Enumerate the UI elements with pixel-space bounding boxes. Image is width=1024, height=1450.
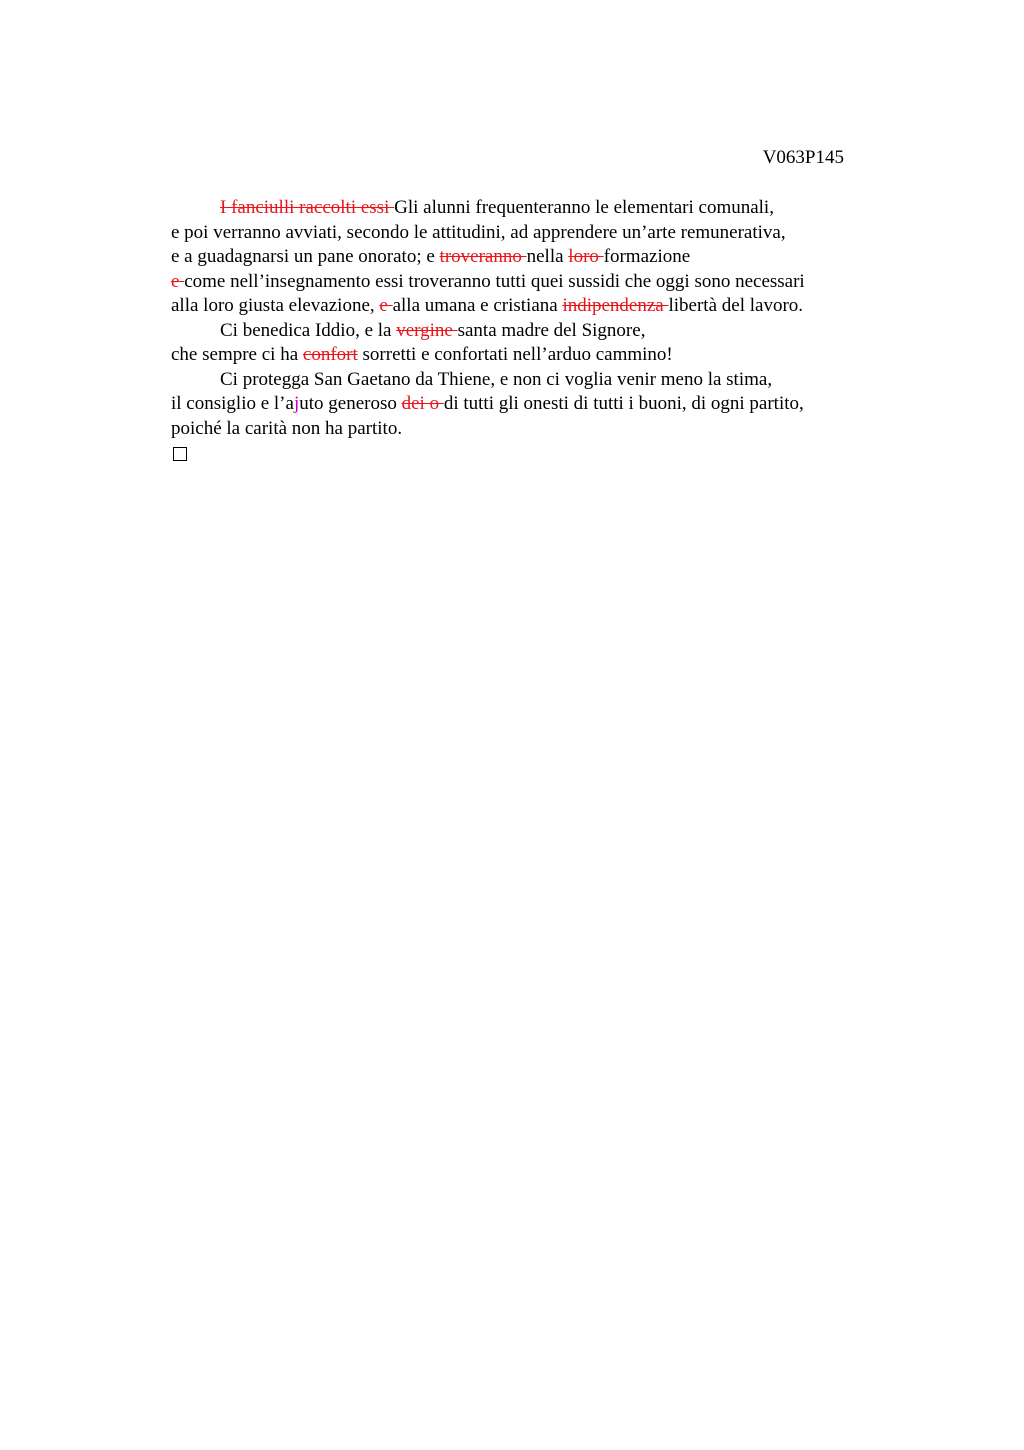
- text-line: [171, 270, 871, 295]
- text-line: [171, 392, 871, 417]
- text-segment: alla umana e cristiana: [392, 295, 563, 316]
- text-segment: santa madre del Signore,: [457, 319, 646, 341]
- text-segment: Ci protegga San Gaetano da Thiene, e non ci voglia venir meno la stima,: [220, 368, 773, 390]
- text-line: [171, 221, 871, 246]
- text-segment: nella: [526, 246, 569, 267]
- text-segment: di tutti gli onesti di tutti i buoni, di ogni partito,: [443, 393, 804, 414]
- inserted-text: j: [293, 393, 300, 414]
- text-segment: formazione: [603, 246, 691, 267]
- document-body: [171, 196, 871, 467]
- text-segment: sorretti e confortati nell’arduo cammino!: [357, 344, 673, 365]
- text-segment: che sempre ci ha: [171, 344, 303, 365]
- text-line: [171, 368, 871, 393]
- deleted-text: I fanciulli raccolti essi: [220, 197, 395, 218]
- square-box-icon: [173, 447, 187, 461]
- text-segment: e a guadagnarsi un pane onorato; e: [171, 246, 440, 267]
- end-marker-line: [171, 441, 871, 467]
- deleted-text: vergine: [396, 319, 458, 341]
- text-line: [171, 343, 871, 368]
- text-segment: uto generoso: [299, 393, 402, 414]
- text-segment: libertà del lavoro.: [668, 295, 804, 316]
- text-line: [171, 417, 871, 442]
- deleted-text: e: [171, 270, 185, 292]
- text-segment: alla loro giusta elevazione,: [171, 295, 380, 316]
- text-segment: poiché la carità non ha partito.: [171, 417, 403, 439]
- text-line: [171, 245, 871, 270]
- text-segment: Ci benedica Iddio, e la: [220, 319, 397, 341]
- deleted-text: indipendenza: [562, 295, 669, 316]
- text-segment: il consiglio e l’a: [171, 393, 294, 414]
- text-segment: e poi verranno avviati, secondo le attitudini, ad apprendere un’arte remunerativa,: [171, 221, 786, 243]
- deleted-text: dei o: [401, 393, 444, 414]
- deleted-text: loro: [568, 246, 604, 267]
- deleted-text: e: [379, 295, 393, 316]
- text-line: [171, 294, 871, 319]
- text-segment: Gli alunni frequenteranno le elementari comunali,: [394, 197, 774, 218]
- text-lines: [171, 196, 871, 441]
- deleted-text: confort: [302, 344, 358, 365]
- page-identifier: V063P145: [762, 147, 844, 168]
- text-line: [171, 319, 871, 344]
- text-segment: come nell’insegnamento essi troveranno tutti quei sussidi che oggi sono necessari: [184, 270, 805, 292]
- deleted-text: troveranno: [439, 246, 527, 267]
- text-line: [171, 196, 871, 221]
